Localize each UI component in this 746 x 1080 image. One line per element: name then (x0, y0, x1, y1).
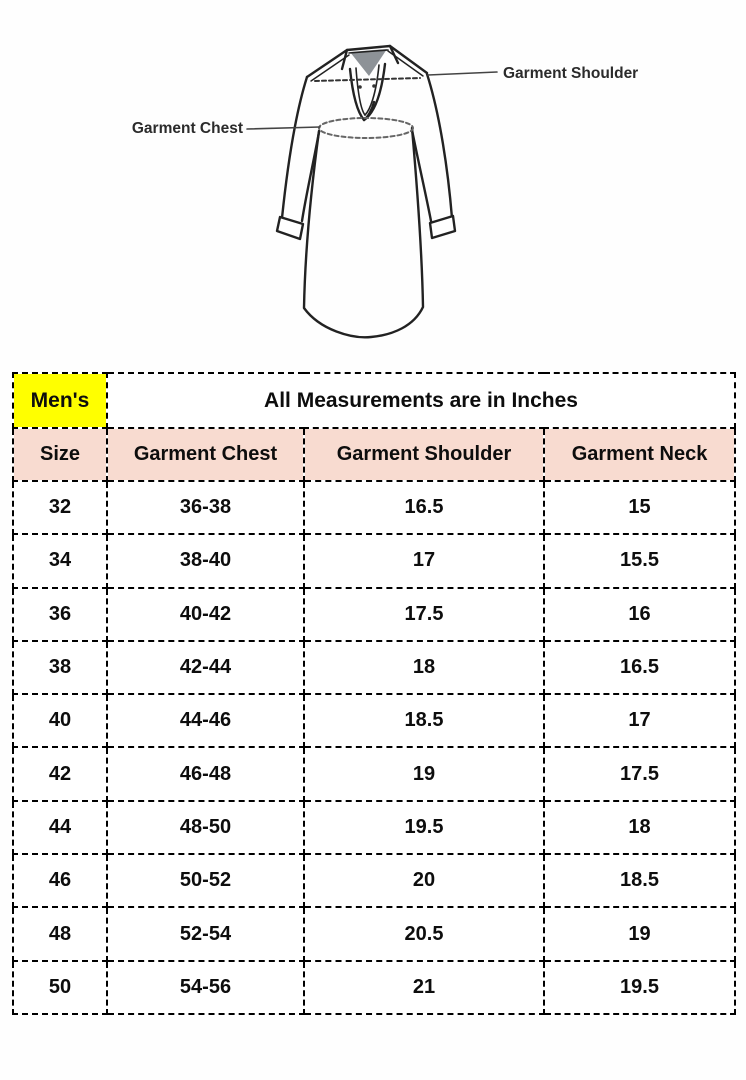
garment-chest-cell: 40-42 (107, 588, 304, 641)
size-cell: 40 (13, 694, 107, 747)
size-cell: 50 (13, 961, 107, 1014)
garment-chest-cell: 50-52 (107, 854, 304, 907)
table-row (13, 801, 735, 854)
size-cell: 38 (13, 641, 107, 694)
column-header-row (13, 428, 735, 481)
left-cuff (277, 217, 303, 239)
garment-chest-cell: 42-44 (107, 641, 304, 694)
table-row (13, 907, 735, 960)
button-dot-right (372, 84, 376, 88)
garment-shoulder-cell: 18 (304, 641, 544, 694)
garment-neck-cell: 17.5 (544, 747, 735, 800)
garment-chest-cell: 36-38 (107, 481, 304, 534)
garment-shoulder-cell: 21 (304, 961, 544, 1014)
size-cell: 46 (13, 854, 107, 907)
left-sleeve-outer (282, 77, 307, 218)
table-row (13, 961, 735, 1014)
garment-shoulder-label: Garment Shoulder (503, 65, 639, 82)
garment-chest-cell: 54-56 (107, 961, 304, 1014)
size-cell: 44 (13, 801, 107, 854)
garment-shoulder-cell: 19.5 (304, 801, 544, 854)
size-cell: 32 (13, 481, 107, 534)
garment-shoulder-cell: 17.5 (304, 588, 544, 641)
garment-shoulder-cell: 20 (304, 854, 544, 907)
column-header-size: Size (13, 428, 107, 481)
shoulder-measure-line (315, 78, 420, 81)
garment-shoulder-cell: 16.5 (304, 481, 544, 534)
size-cell: 34 (13, 534, 107, 587)
garment-shoulder-cell: 17 (304, 534, 544, 587)
button-dot-left (358, 85, 362, 89)
measurements-title-cell: All Measurements are in Inches (107, 373, 735, 428)
garment-neck-cell: 19.5 (544, 961, 735, 1014)
garment-neck-cell: 16.5 (544, 641, 735, 694)
garment-chest-cell: 38-40 (107, 534, 304, 587)
chest-measure-ellipse (319, 118, 413, 138)
kurta-drawing (0, 0, 746, 372)
garment-chest-cell: 52-54 (107, 907, 304, 960)
garment-chest-cell: 48-50 (107, 801, 304, 854)
garment-neck-cell: 16 (544, 588, 735, 641)
left-shoulder-seam (307, 50, 347, 77)
garment-neck-cell: 19 (544, 907, 735, 960)
chest-leader-line (247, 127, 320, 129)
table-row (13, 481, 735, 534)
size-cell: 36 (13, 588, 107, 641)
table-row (13, 534, 735, 587)
garment-chest-label: Garment Chest (131, 120, 243, 137)
table-row (13, 854, 735, 907)
shoulder-leader-line (428, 72, 497, 75)
table-row (13, 747, 735, 800)
garment-neck-cell: 15.5 (544, 534, 735, 587)
garment-neck-cell: 18.5 (544, 854, 735, 907)
garment-shoulder-cell: 19 (304, 747, 544, 800)
body-outline (304, 128, 423, 337)
right-cuff (430, 216, 455, 238)
table-row (13, 694, 735, 747)
column-header-garment-chest: Garment Chest (107, 428, 304, 481)
garment-shoulder-cell: 18.5 (304, 694, 544, 747)
garment-neck-cell: 18 (544, 801, 735, 854)
column-header-garment-neck: Garment Neck (544, 428, 735, 481)
mens-header-cell: Men's (13, 373, 107, 428)
right-shoulder-seam-inner (388, 51, 423, 76)
garment-shoulder-cell: 20.5 (304, 907, 544, 960)
title-row (13, 373, 735, 428)
garment-neck-cell: 15 (544, 481, 735, 534)
garment-chest-cell: 44-46 (107, 694, 304, 747)
column-header-garment-shoulder: Garment Shoulder (304, 428, 544, 481)
size-cell: 42 (13, 747, 107, 800)
garment-neck-cell: 17 (544, 694, 735, 747)
right-sleeve-outer (427, 74, 452, 218)
size-rows (13, 481, 735, 1014)
garment-diagram (0, 0, 746, 372)
size-chart-table (12, 372, 736, 1015)
garment-chest-cell: 46-48 (107, 747, 304, 800)
table-row (13, 588, 735, 641)
table-row (13, 641, 735, 694)
size-cell: 48 (13, 907, 107, 960)
